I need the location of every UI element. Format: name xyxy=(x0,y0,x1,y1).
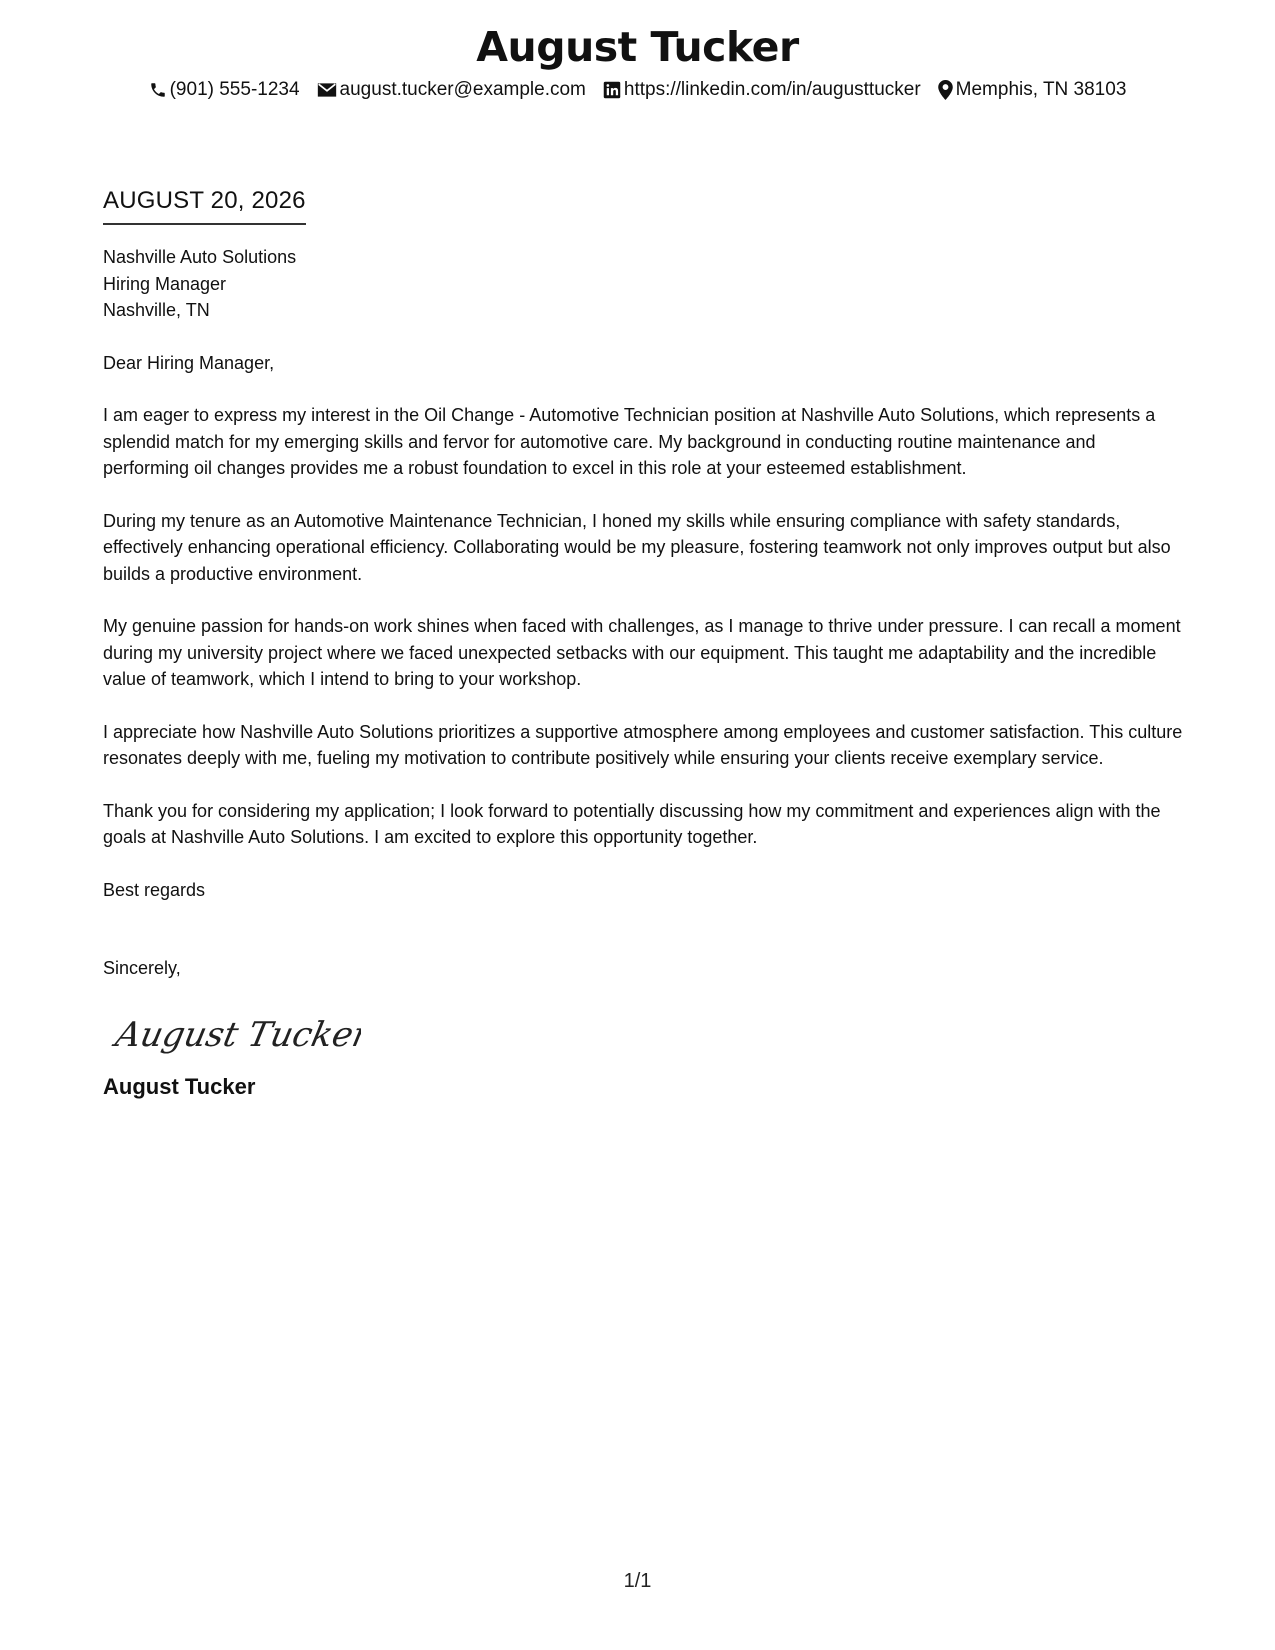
location-text: Memphis, TN 38103 xyxy=(955,79,1127,100)
phone-icon xyxy=(149,81,167,99)
contact-location xyxy=(938,76,1127,104)
map-marker-icon xyxy=(938,80,953,100)
contact-linkedin[interactable] xyxy=(603,76,921,104)
body-paragraph: My genuine passion for hands-on work shines when faced with challenges, as I manage to thrive under pressure. I can recall a moment during my university project where we faced unexpected setbacks with our equipment. This taught me adaptability and the incredible value of teamwork, which I intend to bring to your workshop. xyxy=(103,616,1181,689)
contact-phone[interactable] xyxy=(149,76,300,104)
phone-text: (901) 555-1234 xyxy=(169,79,300,100)
linkedin-text: https://linkedin.com/in/augusttucker xyxy=(623,79,921,100)
handwritten-signature xyxy=(111,1004,361,1064)
signature-text: August Tucker xyxy=(112,1014,361,1055)
body-paragraph: I appreciate how Nashville Auto Solutions prioritizes a supportive atmosphere among employees and customer satisfaction. This culture resonates deeply with me, fueling my motivation to contribute positively while ensuring your clients receive exemplary service. xyxy=(103,721,1183,768)
closing-regards: Best regards xyxy=(103,879,206,900)
letter-body xyxy=(103,185,1183,1102)
contact-bar xyxy=(0,76,1275,104)
recipient-company: Nashville Auto Solutions xyxy=(103,247,297,267)
applicant-name: August Tucker xyxy=(476,23,799,71)
recipient-block xyxy=(103,244,1183,324)
closing-sincerely: Sincerely, xyxy=(103,958,181,978)
body-paragraph: Thank you for considering my application; I look forward to potentially discussing how my commitment and experiences align with the goals at Nashville Auto Solutions. I am excited to explore this opportunity together. xyxy=(103,800,1161,847)
page-number: 1/1 xyxy=(623,1570,652,1592)
body-paragraph: During my tenure as an Automotive Maintenance Technician, I honed my skills while ensuring compliance with safety standards, effectively enhancing operational efficiency. Collaborating would be my pleasure, fostering teamwork not only improves output but also builds a productive environment. xyxy=(103,510,1171,584)
recipient-location: Nashville, TN xyxy=(103,300,210,320)
linkedin-icon xyxy=(603,81,621,99)
body-paragraph: I am eager to express my interest in the Oil Change - Automotive Technician position at Nashville Auto Solutions, which represents a splendid match for my emerging skills and fervor for automotive care. My background in conducting routine maintenance and performing oil changes provides me a robust foundation to excel in this role at your esteemed establishment. xyxy=(103,405,1156,478)
contact-email[interactable] xyxy=(317,76,586,104)
letter-date: AUGUST 20, 2026 xyxy=(103,185,306,225)
envelope-icon xyxy=(317,82,337,98)
signer-name: August Tucker xyxy=(103,1073,256,1099)
salutation: Dear Hiring Manager, xyxy=(103,352,275,373)
email-text: august.tucker@example.com xyxy=(339,79,586,100)
recipient-title: Hiring Manager xyxy=(103,273,227,294)
letter-header xyxy=(0,18,1275,104)
